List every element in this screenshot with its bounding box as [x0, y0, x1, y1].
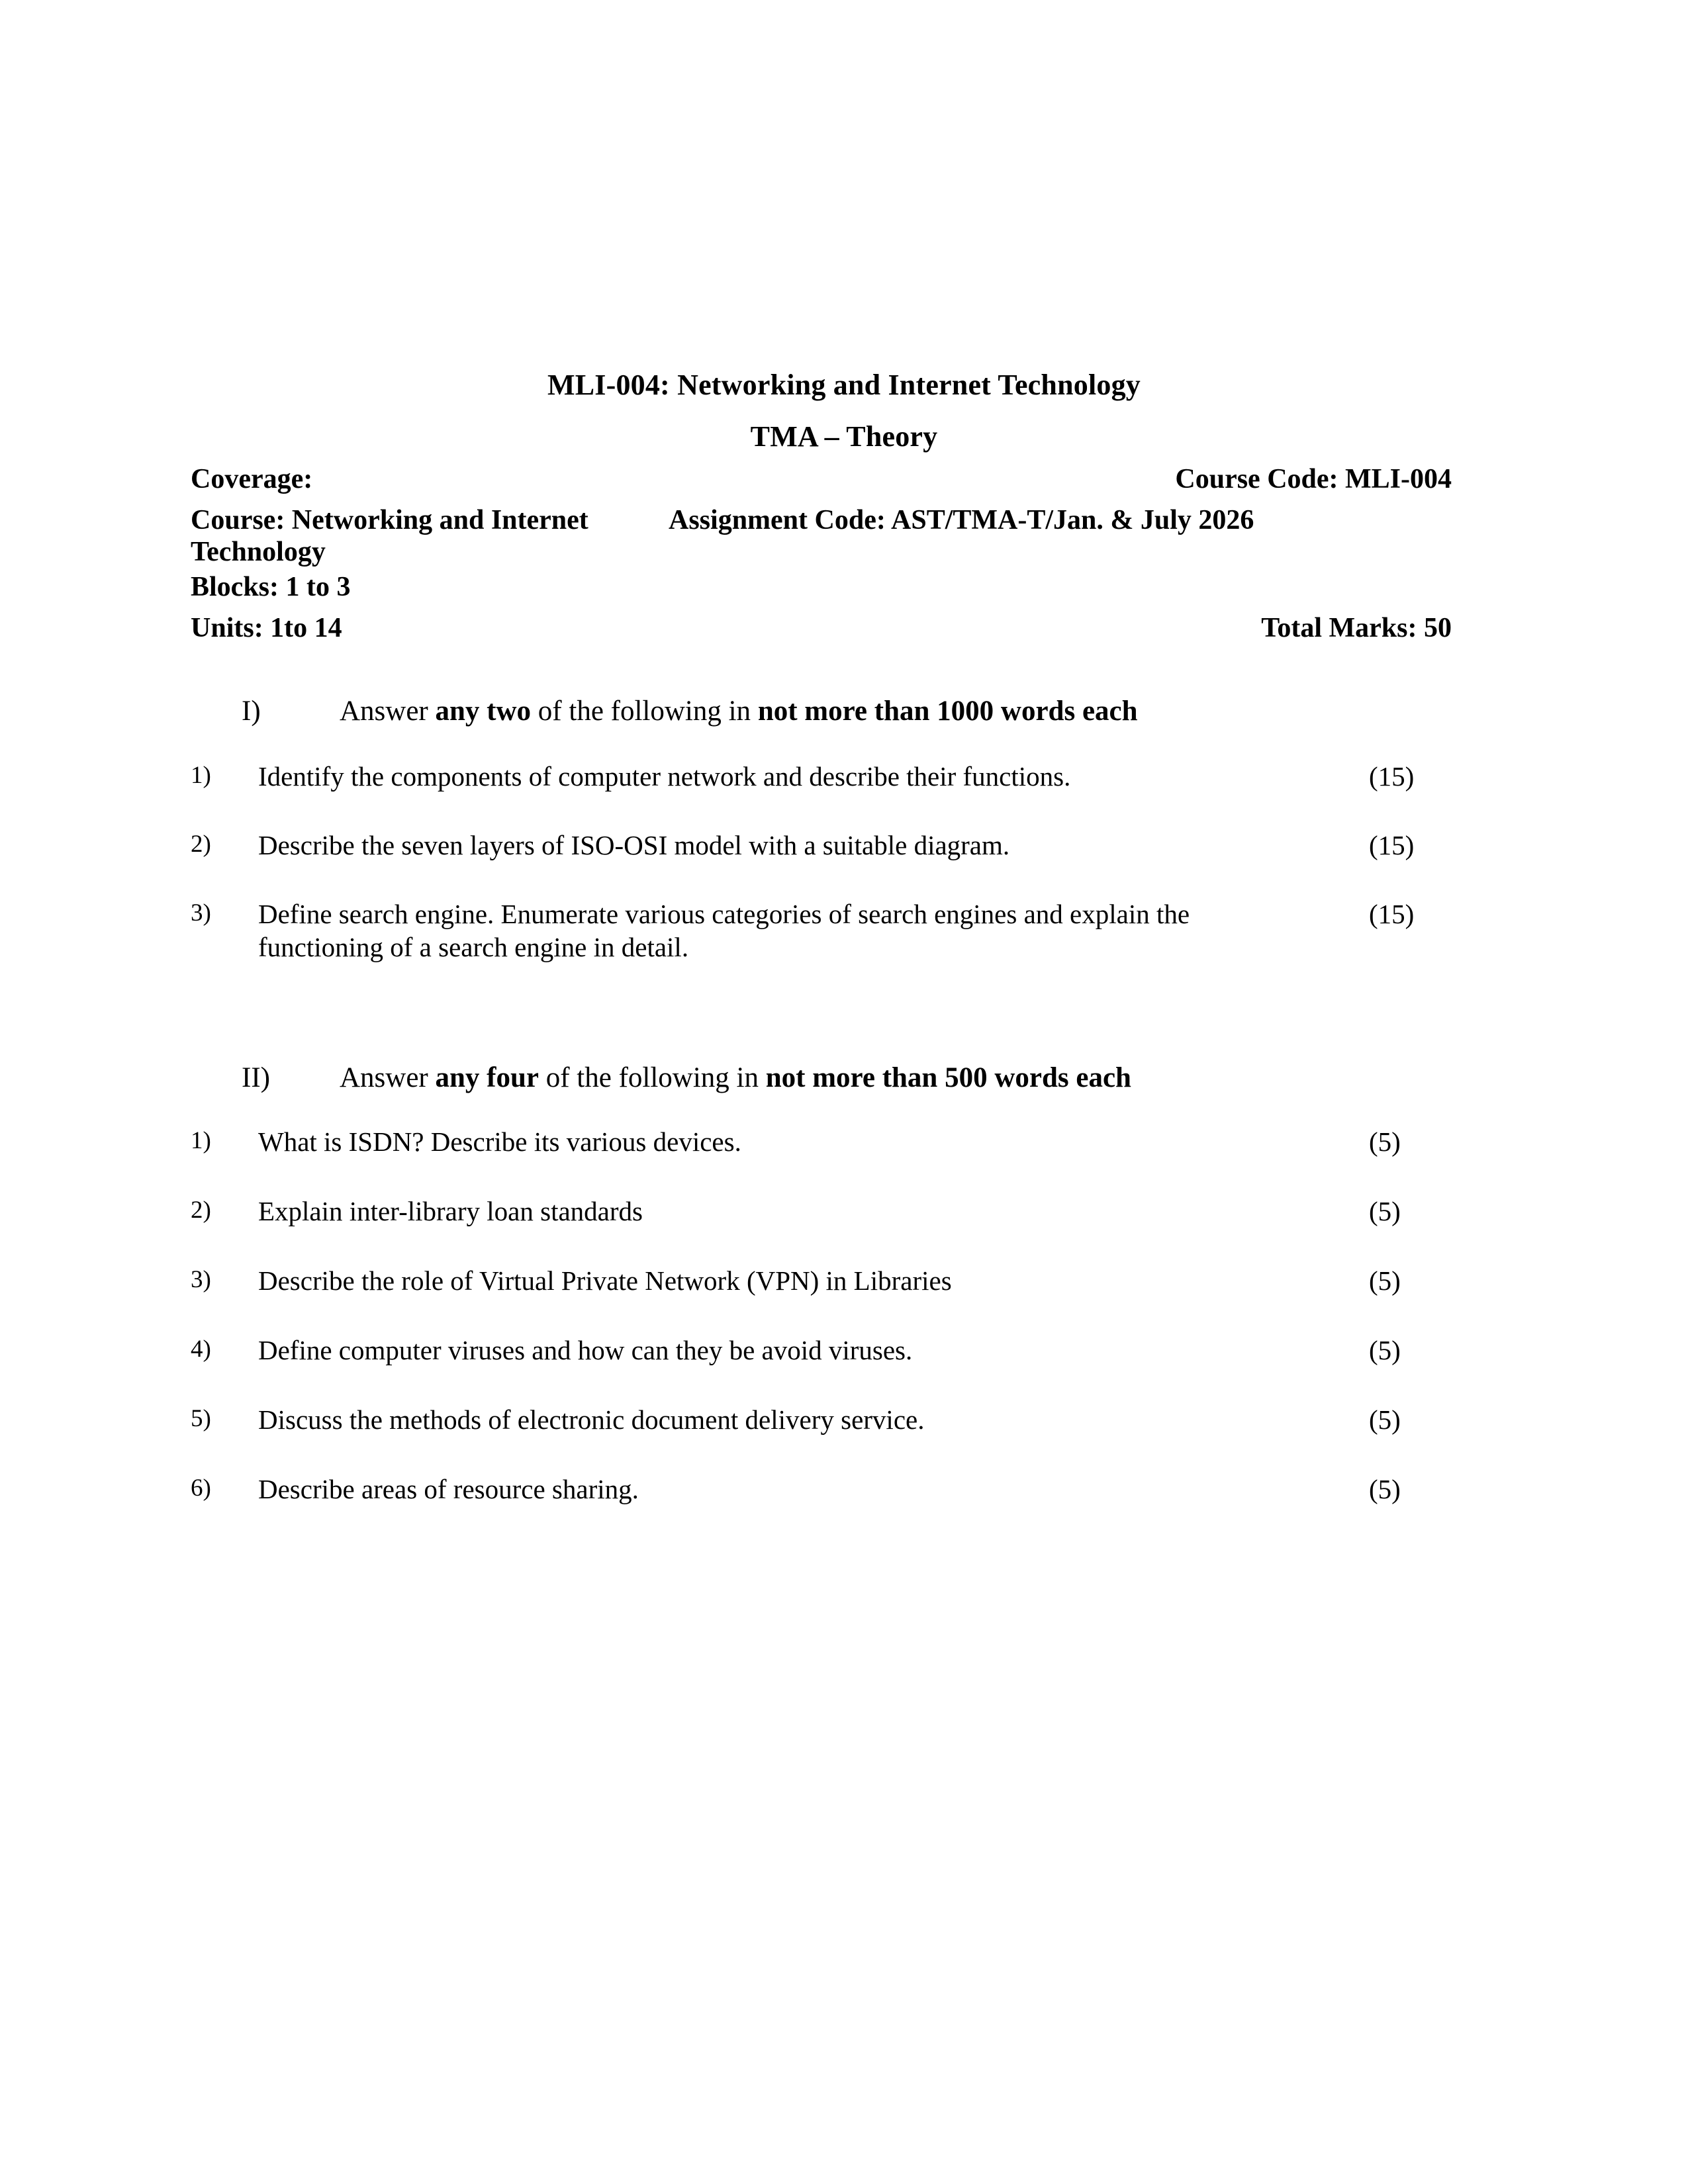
heading-mid-1: of the following in [531, 696, 758, 727]
question-marks: (5) [1369, 1335, 1401, 1365]
question-text: Discuss the methods of electronic document delivery service. [258, 1404, 925, 1435]
question-text: Define computer viruses and how can they be avoid viruses. [258, 1335, 913, 1365]
blocks-row [191, 571, 1452, 603]
heading-bold-2a: any four [435, 1062, 539, 1093]
question-number: 2) [191, 831, 211, 858]
coverage-row [191, 463, 1452, 495]
question-row [191, 1264, 1448, 1297]
question-row [191, 1125, 1448, 1158]
heading-pre-2: Answer [340, 1062, 436, 1093]
section-heading-text-1 [340, 695, 1138, 727]
section-heading-2 [242, 1062, 1131, 1094]
assignment-code: Assignment Code: AST/TMA-T/Jan. & July 2026 [669, 505, 1254, 535]
section-heading-1 [242, 695, 1138, 727]
question-number: 3) [191, 1266, 211, 1293]
question-row [191, 1473, 1448, 1506]
question-row [191, 829, 1448, 862]
page-title: MLI-004: Networking and Internet Technology [547, 369, 1141, 401]
question-number: 2) [191, 1197, 211, 1224]
question-row [191, 1334, 1448, 1367]
question-text: Identify the components of computer network and describe their functions. [258, 761, 1071, 792]
units-label: Units: 1to 14 [191, 613, 342, 643]
question-row [191, 760, 1448, 793]
question-row [191, 1195, 1448, 1228]
course-row [191, 504, 1452, 568]
question-row [191, 1403, 1448, 1436]
course-code: Course Code: MLI-004 [1175, 464, 1452, 494]
question-text: Explain inter-library loan standards [258, 1196, 643, 1226]
question-number: 1) [191, 1127, 211, 1154]
heading-bold-1a: any two [435, 696, 532, 727]
question-text: Describe areas of resource sharing. [258, 1474, 639, 1504]
question-marks: (5) [1369, 1265, 1401, 1296]
question-text: What is ISDN? Describe its various devices. [258, 1126, 741, 1157]
question-text: Define search engine. Enumerate various categories of search engines and explain the functioning of a search engine in detail. [258, 899, 1190, 963]
heading-mid-2: of the following in [538, 1062, 766, 1093]
question-marks: (5) [1369, 1126, 1401, 1157]
question-number: 6) [191, 1475, 211, 1502]
question-number: 1) [191, 762, 211, 789]
question-number: 3) [191, 899, 211, 927]
coverage-label: Coverage: [191, 464, 313, 494]
heading-pre-1: Answer [340, 696, 436, 727]
question-marks: (5) [1369, 1404, 1401, 1435]
question-marks: (15) [1369, 899, 1415, 929]
question-number: 5) [191, 1405, 211, 1432]
heading-bold-1b: not more than 1000 words each [757, 696, 1138, 727]
course-label: Course: Networking and Internet Technology [191, 505, 588, 567]
heading-bold-2b: not more than 500 words each [765, 1062, 1131, 1093]
page-subtitle: TMA – Theory [750, 420, 938, 453]
question-text: Describe the role of Virtual Private Network (VPN) in Libraries [258, 1265, 952, 1296]
question-marks: (15) [1369, 830, 1415, 860]
question-marks: (5) [1369, 1474, 1401, 1504]
section-roman-1: I) [242, 696, 261, 727]
blocks-label: Blocks: 1 to 3 [191, 572, 351, 602]
section-heading-text-2 [340, 1062, 1131, 1094]
question-marks: (5) [1369, 1196, 1401, 1226]
question-marks: (15) [1369, 761, 1415, 792]
question-text: Describe the seven layers of ISO-OSI model with a suitable diagram. [258, 830, 1010, 860]
total-marks: Total Marks: 50 [1261, 613, 1452, 643]
units-row [191, 612, 1452, 644]
question-row [191, 897, 1448, 964]
section-roman-2: II) [242, 1062, 270, 1093]
question-number: 4) [191, 1336, 211, 1363]
